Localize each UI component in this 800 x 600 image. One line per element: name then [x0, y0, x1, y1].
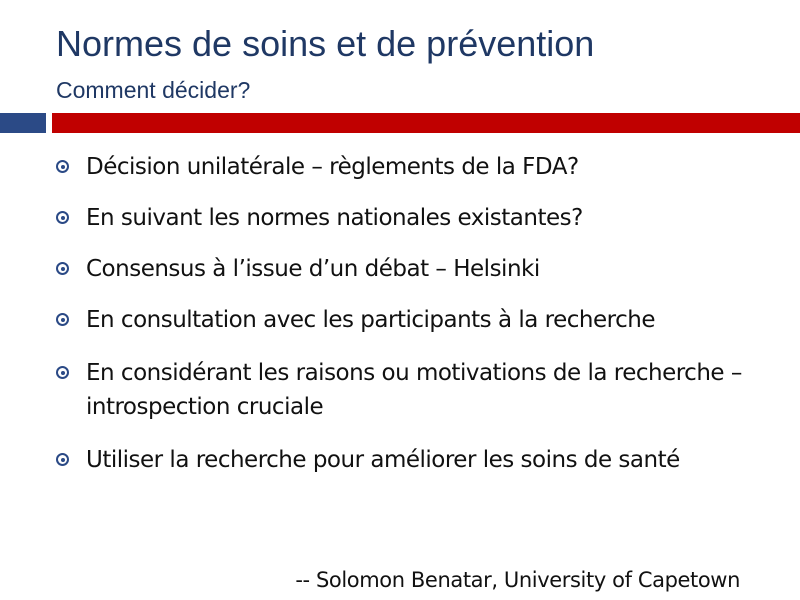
bullet-item — [56, 150, 786, 184]
slide-title: Normes de soins et de prévention — [56, 23, 595, 64]
circle-dot-icon — [56, 453, 69, 466]
slide-subtitle: Comment décider? — [56, 77, 251, 103]
accent-bar-red — [52, 113, 800, 133]
bullet-text: Décision unilatérale – règlements de la FDA? — [86, 154, 579, 180]
circle-dot-icon — [56, 211, 69, 224]
bullet-item — [56, 443, 786, 477]
circle-dot-icon — [56, 262, 69, 275]
bullet-text: En consultation avec les participants à la recherche — [86, 307, 655, 333]
bullet-text: Utiliser la recherche pour améliorer les soins de santé — [86, 447, 680, 473]
circle-dot-icon — [56, 366, 69, 379]
bullet-list — [56, 150, 786, 496]
bullet-item — [56, 201, 786, 235]
bullet-text: Consensus à l’issue d’un débat – Helsinki — [86, 256, 540, 282]
bullet-item — [56, 303, 786, 337]
accent-bar-blue — [0, 113, 46, 133]
bullet-text: En considérant les raisons ou motivations de la recherche – introspection cruciale — [86, 360, 742, 420]
circle-dot-icon — [56, 160, 69, 173]
bullet-item — [56, 356, 786, 424]
bullet-item — [56, 252, 786, 286]
bullet-text: En suivant les normes nationales existantes? — [86, 205, 583, 231]
circle-dot-icon — [56, 313, 69, 326]
attribution: -- Solomon Benatar, University of Capetown — [295, 568, 740, 592]
